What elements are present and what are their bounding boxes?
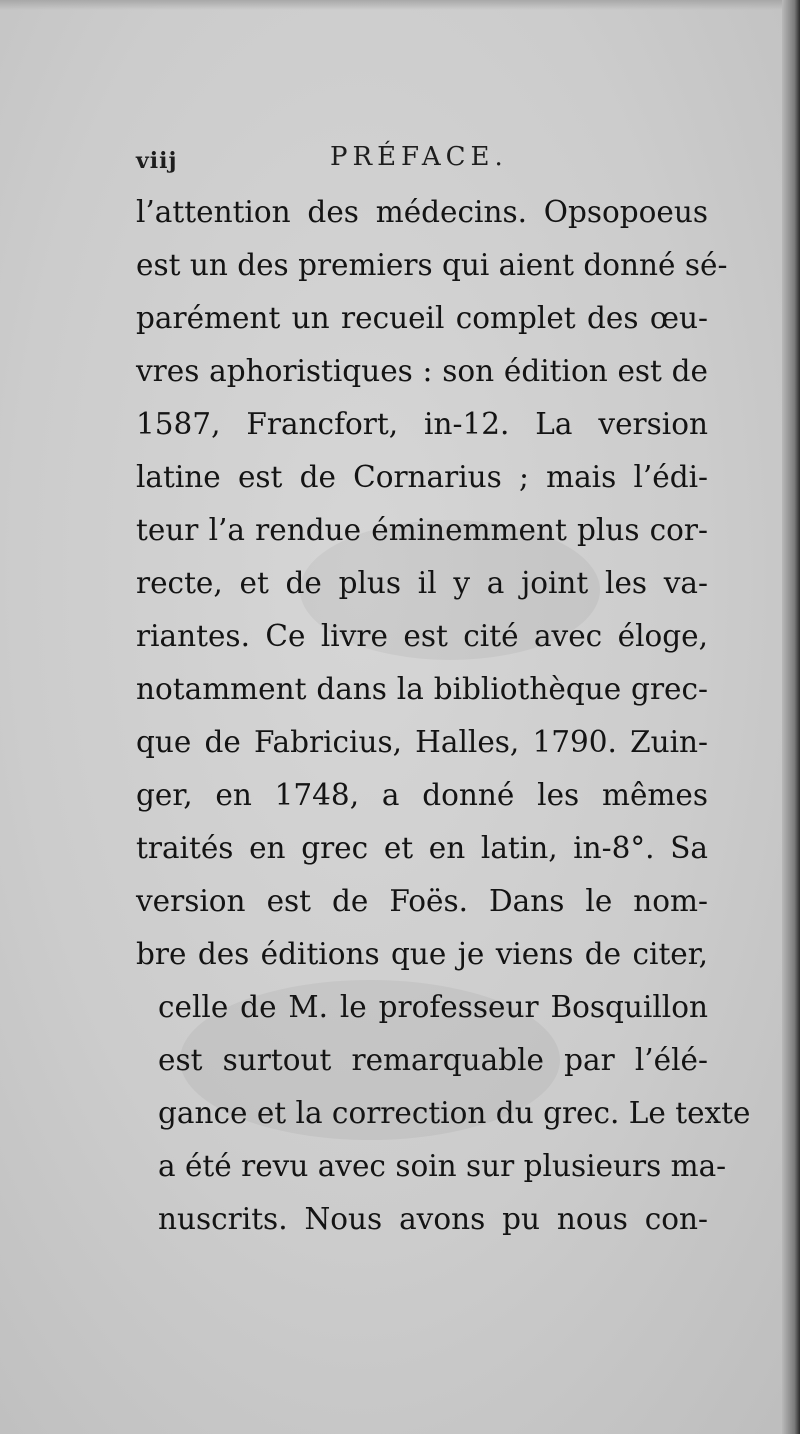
text-line: recte, et de plus il y a joint les va- [136,566,708,600]
text-line: est un des premiers qui aient donné sé- [136,248,728,282]
text-line: traités en grec et en latin, in-8°. Sa [136,831,708,865]
text-line: riantes. Ce livre est cité avec éloge, [136,619,708,653]
text-line: 1587, Francfort, in-12. La version [136,407,708,441]
text-line: teur l’a rendue éminemment plus cor- [136,513,708,547]
text-line: bre des éditions que je viens de citer, [136,937,708,971]
text-line: est surtout remarquable par l’élé- [158,1043,708,1077]
text-line: celle de M. le professeur Bosquillon [158,990,708,1024]
page-top-shadow [0,0,800,10]
text-line: a été revu avec soin sur plusieurs ma- [158,1149,727,1183]
text-line: gance et la correction du grec. Le texte [158,1096,751,1130]
text-line: l’attention des médecins. Opsopoeus [136,195,708,229]
text-line: version est de Foës. Dans le nom- [136,884,708,918]
text-line: nuscrits. Nous avons pu nous con- [158,1202,708,1236]
text-line: parément un recueil complet des œu- [136,301,708,335]
text-line: vres aphoristiques : son édition est de [136,354,708,388]
running-head: PRÉFACE. [330,142,508,172]
text-line: latine est de Cornarius ; mais l’édi- [136,460,708,494]
page-header [136,140,706,180]
body-text [136,186,751,1246]
page-binding-edge [782,0,800,1434]
text-line: notamment dans la bibliothèque grec- [136,672,708,706]
text-line: que de Fabricius, Halles, 1790. Zuin- [136,725,708,759]
text-line: ger, en 1748, a donné les mêmes [136,778,708,812]
page-number: viij [136,148,178,174]
